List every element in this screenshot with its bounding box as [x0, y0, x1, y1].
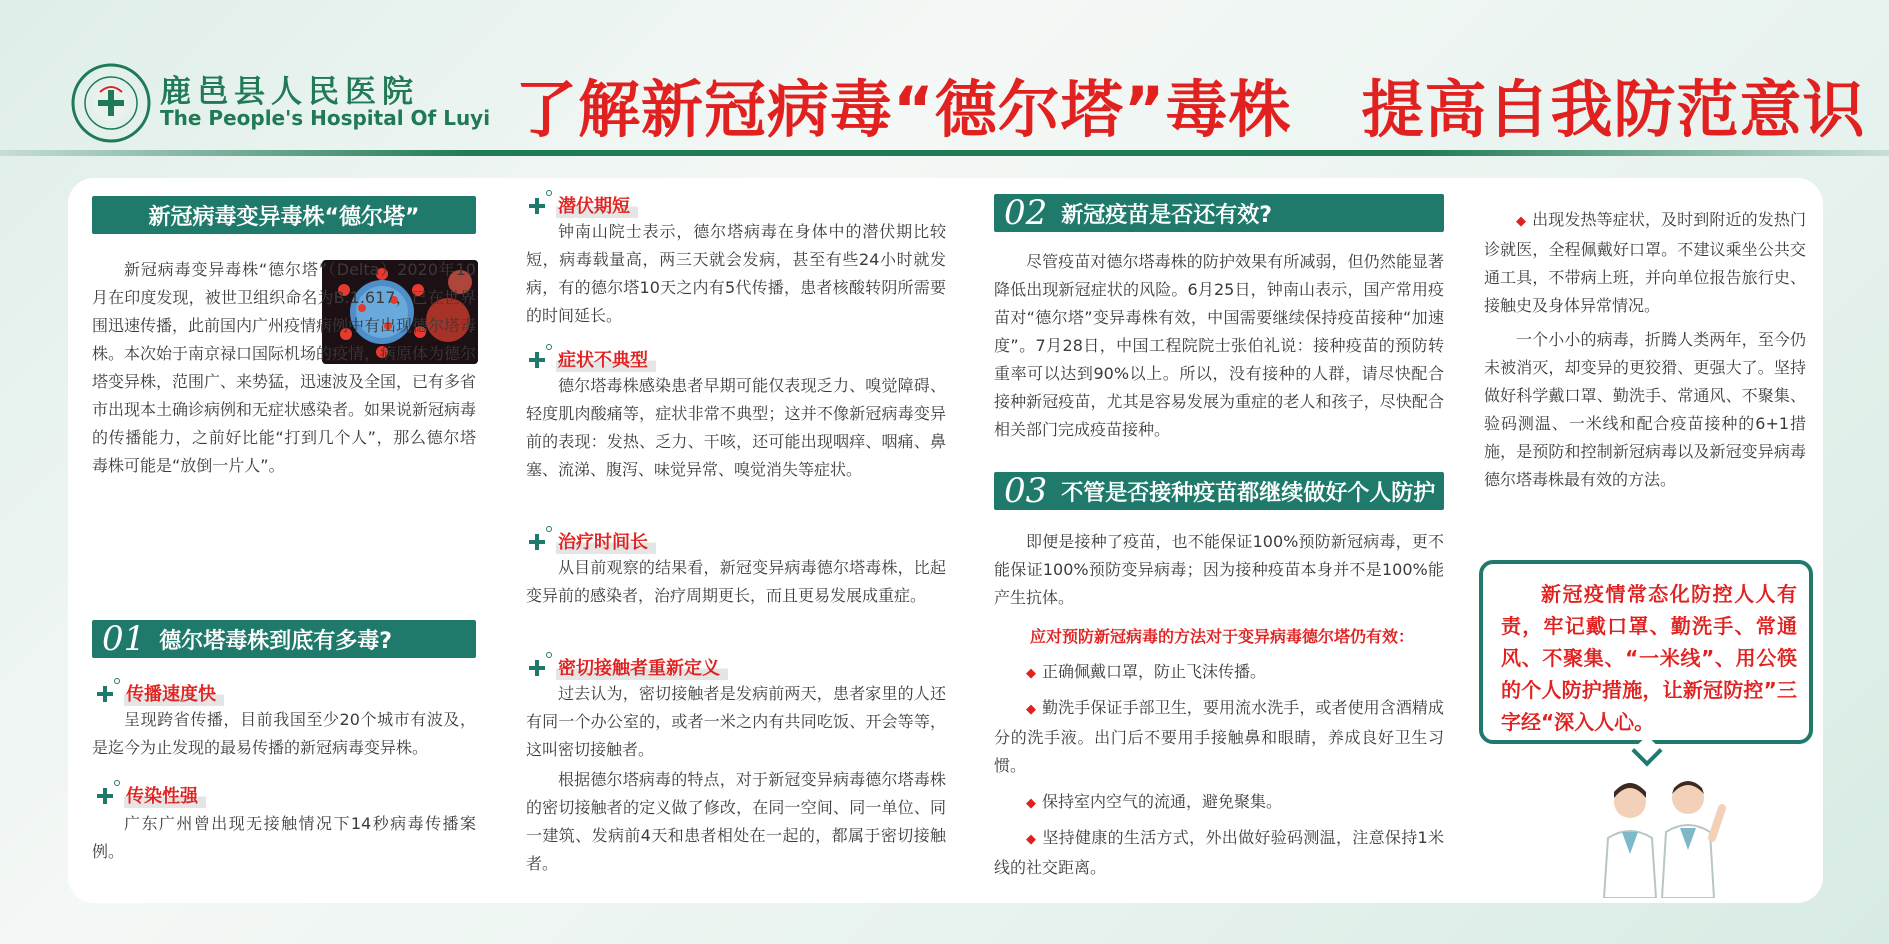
- intro-heading-bar: [92, 196, 476, 234]
- subhead-label: 症状不典型: [556, 346, 656, 372]
- subhead-label: 潜伏期短: [556, 192, 638, 218]
- diamond-bullet-icon: ◆: [1026, 702, 1037, 717]
- close-contact-text-2: 根据德尔塔病毒的特点，对于新冠变异病毒德尔塔毒株的密切接触者的定义做了修改，在同一空间、同一单位、同一建筑、发病前4天和患者相处在一起的，都属于密切接触者。: [526, 770, 946, 873]
- plus-icon: [526, 194, 548, 216]
- subhead-infectivity: [94, 782, 206, 808]
- diamond-bullet-icon: ◆: [1026, 832, 1037, 847]
- callout-box: [1479, 560, 1813, 744]
- section3-heading: 不管是否接种疫苗都继续做好个人防护: [1061, 480, 1436, 506]
- diamond-bullet-icon: ◆: [1516, 214, 1527, 229]
- subhead-label: 密切接触者重新定义: [556, 654, 728, 680]
- intro-heading: 新冠病毒变异毒株“德尔塔”: [148, 204, 420, 230]
- plus-icon: [526, 530, 548, 552]
- header-divider: [0, 150, 1889, 156]
- method-item: ◆ 勤洗手保证手部卫生，要用流水洗手，或者使用含酒精成分的洗手液。出门后不要用手接触鼻和眼睛，养成良好卫生习惯。: [994, 698, 1444, 775]
- plus-icon: [94, 784, 116, 806]
- hospital-logo-icon: [70, 62, 152, 144]
- spread-speed-text: 呈现跨省传播，目前我国至少20个城市有波及，是迄今为止发现的最易传播的新冠病毒变异株。: [92, 710, 476, 757]
- section1-heading-bar: [92, 620, 476, 658]
- doctors-illustration: [1590, 768, 1730, 898]
- plus-icon: [94, 682, 116, 704]
- subhead-label: 传播速度快: [124, 680, 224, 706]
- closing-paragraph: 一个小小的病毒，折腾人类两年，至今仍未被消灭，却变异的更狡猾、更强大了。坚持做好科学戴口罩、勤洗手、常通风、不聚集、验码测温、一米线和配合疫苗接种的6+1措施，是预防和控制新冠病毒以及新冠变异病毒德尔塔毒株最有效的方法。: [1484, 330, 1806, 489]
- plus-icon: [526, 348, 548, 370]
- callout-text: 新冠疫情常态化防控人人有责，牢记戴口罩、勤洗手、常通风、不聚集、“一米线”、用公筷的个人防护措施，让新冠防控”三字经“深入人心。: [1501, 582, 1797, 734]
- subhead-long-treatment: [526, 528, 656, 554]
- method-item: ◆ 正确佩戴口罩，防止飞沫传播。: [1026, 662, 1267, 681]
- plus-icon: [526, 656, 548, 678]
- fever-advice: ◆ 出现发热等症状，及时到附近的发热门诊就医，全程佩戴好口罩。不建议乘坐公共交通工具，不带病上班，并向单位报告旅行史、接触史及身体异常情况。: [1484, 210, 1806, 315]
- page-title: [515, 60, 1866, 149]
- section2-text: 尽管疫苗对德尔塔毒株的防护效果有所减弱，但仍然能显著降低出现新冠症状的风险。6月25日，钟南山表示，国产常用疫苗对“德尔塔”变异毒株有效，中国需要继续保持疫苗接种“加速度”。7月28日，中国工程院院士张伯礼说：接种疫苗的预防转重率可以达到90%以上。所以，没有接种的人群，请尽快配合接种新冠疫苗，尤其是容易发展为重症的老人和孩子，尽快配合相关部门完成疫苗接种。: [994, 252, 1444, 439]
- intro-paragraph: 新冠病毒变异毒株“德尔塔”（Delta）2020年10月在印度发现，被世卫组织命名为B.1.617，已在世界围迅速传播，此前国内广州疫情病例中有出现德尔塔毒株。本次始于南京禄口国际机场的疫情，病原体为德尔塔变异株，范围广、来势猛，迅速波及全国，已有多省市出现本土确诊病例和无症状感染者。如果说新冠病毒的传播能力，之前好比能“打到几个人”，那么德尔塔毒株可能是“放倒一片人”。: [92, 260, 477, 475]
- section3-heading-bar: [994, 472, 1444, 510]
- close-contact-text: 过去认为，密切接触者是发病前两天，患者家里的人还有同一个办公室的，或者一米之内有共同吃饭、开会等等，这叫密切接触者。: [526, 684, 946, 759]
- incubation-text: 钟南山院士表示，德尔塔病毒在身体中的潜伏期比较短，病毒载量高，两三天就会发病，甚至有些24小时就发病，有的德尔塔10天之内有5代传播，患者核酸转阴所需要的时间延长。: [526, 222, 946, 325]
- section2-heading-bar: [994, 194, 1444, 232]
- subhead-label: 传染性强: [124, 782, 206, 808]
- subhead-label: 治疗时间长: [556, 528, 656, 554]
- long-treatment-text: 从目前观察的结果看，新冠变异病毒德尔塔毒株，比起变异前的感染者，治疗周期更长，而且更易发展成重症。: [526, 558, 946, 605]
- subhead-close-contact: [526, 654, 728, 680]
- section3-number: 03: [1004, 471, 1048, 511]
- section3-text: 即便是接种了疫苗，也不能保证100%预防新冠病毒，更不能保证100%预防变异病毒；因为接种疫苗本身并不是100%能产生抗体。: [994, 532, 1444, 607]
- infectivity-text: 广东广州曾出现无接触情况下14秒病毒传播案例。: [92, 814, 476, 861]
- section2-heading: 新冠疫苗是否还有效?: [1061, 202, 1273, 228]
- subhead-spread-speed: [94, 680, 224, 706]
- subhead-atypical-symptoms: [526, 346, 656, 372]
- diamond-bullet-icon: ◆: [1026, 666, 1036, 681]
- hospital-name-cn: 鹿邑县人民医院: [160, 74, 419, 110]
- title-part-1: 了解新冠病毒“德尔塔”毒株: [515, 73, 1292, 146]
- section1-heading: 德尔塔毒株到底有多毒?: [159, 628, 393, 654]
- methods-heading: 应对预防新冠病毒的方法对于变异病毒德尔塔仍有效：: [1030, 627, 1415, 646]
- section1-number: 01: [102, 619, 146, 659]
- page-header: [0, 0, 1889, 160]
- section2-number: 02: [1004, 193, 1048, 233]
- atypical-symptoms-text: 德尔塔毒株感染患者早期可能仅表现乏力、嗅觉障碍、轻度肌肉酸痛等，症状非常不典型；这并不像新冠病毒变异前的表现：发热、乏力、干咳，还可能出现咽痒、咽痛、鼻塞、流涕、腹泻、味觉异常、嗅觉消失等症状。: [526, 376, 946, 479]
- diamond-bullet-icon: ◆: [1026, 796, 1036, 811]
- method-item: ◆ 坚持健康的生活方式，外出做好验码测温，注意保持1米线的社交距离。: [994, 828, 1444, 877]
- hospital-name-en: The People's Hospital Of Luyi: [160, 106, 491, 130]
- title-part-2: 提高自我防范意识: [1361, 73, 1866, 146]
- subhead-incubation: [526, 192, 638, 218]
- method-item: ◆ 保持室内空气的流通，避免聚集。: [1026, 792, 1283, 811]
